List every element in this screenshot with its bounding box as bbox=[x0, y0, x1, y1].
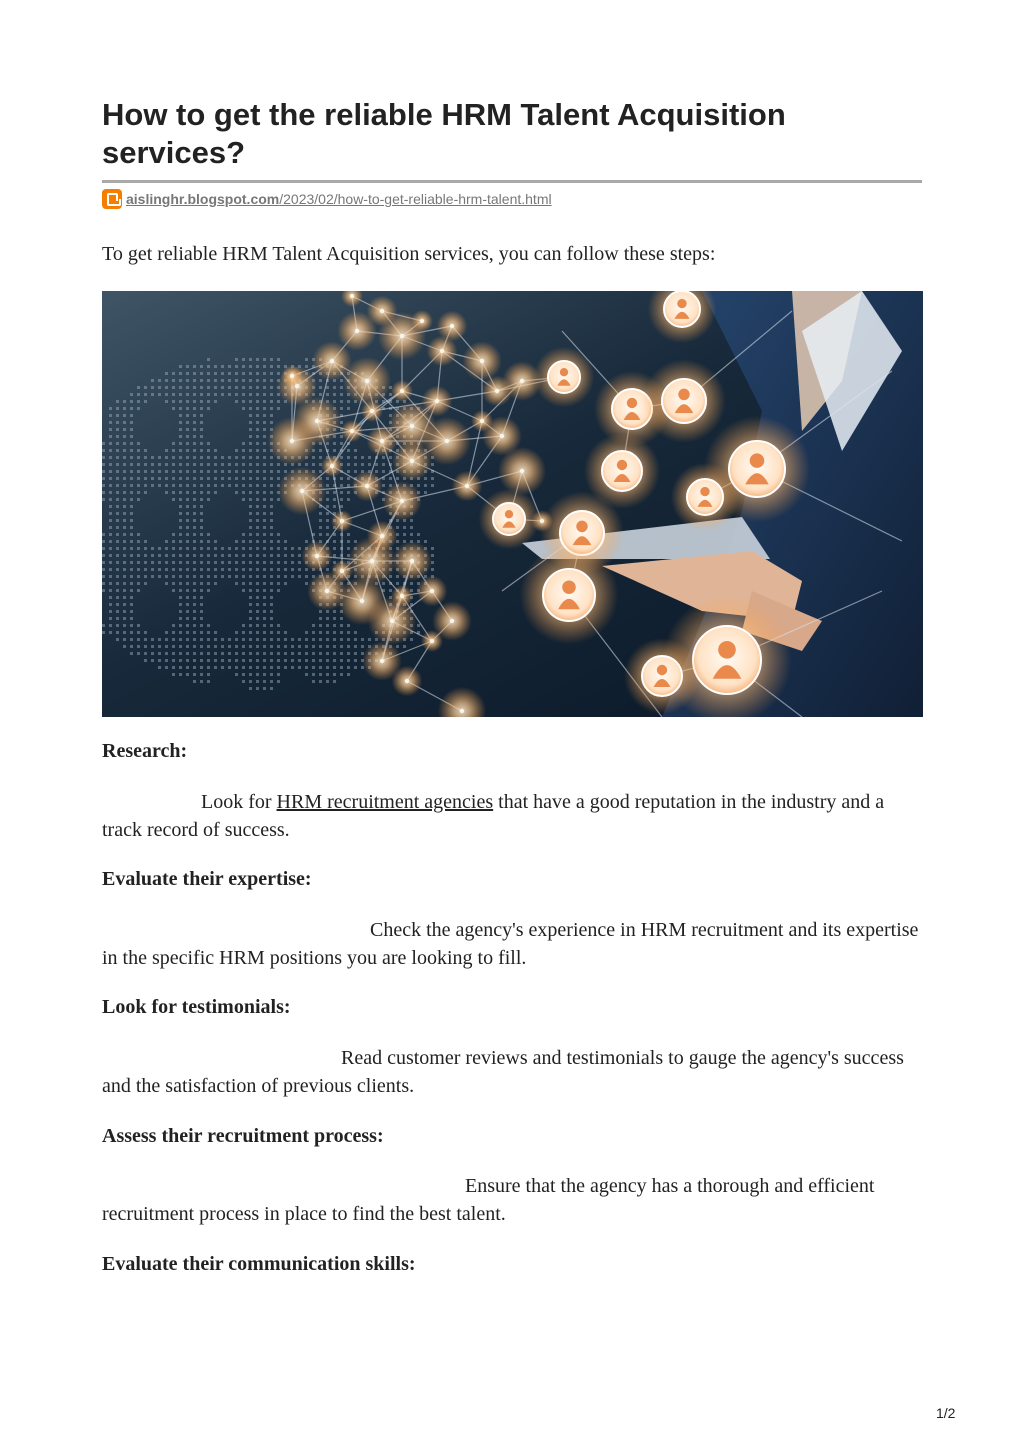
section-heading-process: Assess their recruitment process: bbox=[102, 1125, 384, 1147]
source-link-row bbox=[102, 189, 552, 209]
source-domain: aislinghr.blogspot.com bbox=[126, 191, 280, 207]
section-heading-expertise: Evaluate their expertise: bbox=[102, 868, 312, 890]
intro-paragraph: To get reliable HRM Talent Acquisition services, you can follow these steps: bbox=[102, 243, 716, 265]
network-people-illustration bbox=[102, 291, 923, 717]
source-link[interactable] bbox=[126, 191, 552, 207]
article-title: How to get the reliable HRM Talent Acquisition services? bbox=[102, 97, 786, 170]
hrm-agencies-link[interactable]: HRM recruitment agencies bbox=[276, 791, 494, 813]
hero-image bbox=[102, 291, 923, 717]
section-heading-communication: Evaluate their communication skills: bbox=[102, 1253, 416, 1275]
section-text-research: Look for HRM recruitment agencies that have a good reputation in the industry and a track record of success. bbox=[102, 791, 885, 841]
page-number: 1/2 bbox=[936, 1405, 956, 1421]
section-heading-research: Research: bbox=[102, 740, 188, 762]
section-text-testimonials: Read customer reviews and testimonials to gauge the agency's success and the satisfaction of previous clients. bbox=[102, 1047, 904, 1097]
blogger-icon bbox=[102, 189, 122, 209]
section-heading-testimonials: Look for testimonials: bbox=[102, 996, 291, 1018]
title-divider bbox=[102, 180, 922, 183]
source-path: /2023/02/how-to-get-reliable-hrm-talent.html bbox=[279, 191, 552, 207]
section-text-expertise: Check the agency's experience in HRM recruitment and its expertise in the specific HRM positions you are looking to fill. bbox=[102, 919, 919, 969]
section-text-process: Ensure that the agency has a thorough and efficient recruitment process in place to find the best talent. bbox=[102, 1175, 875, 1225]
